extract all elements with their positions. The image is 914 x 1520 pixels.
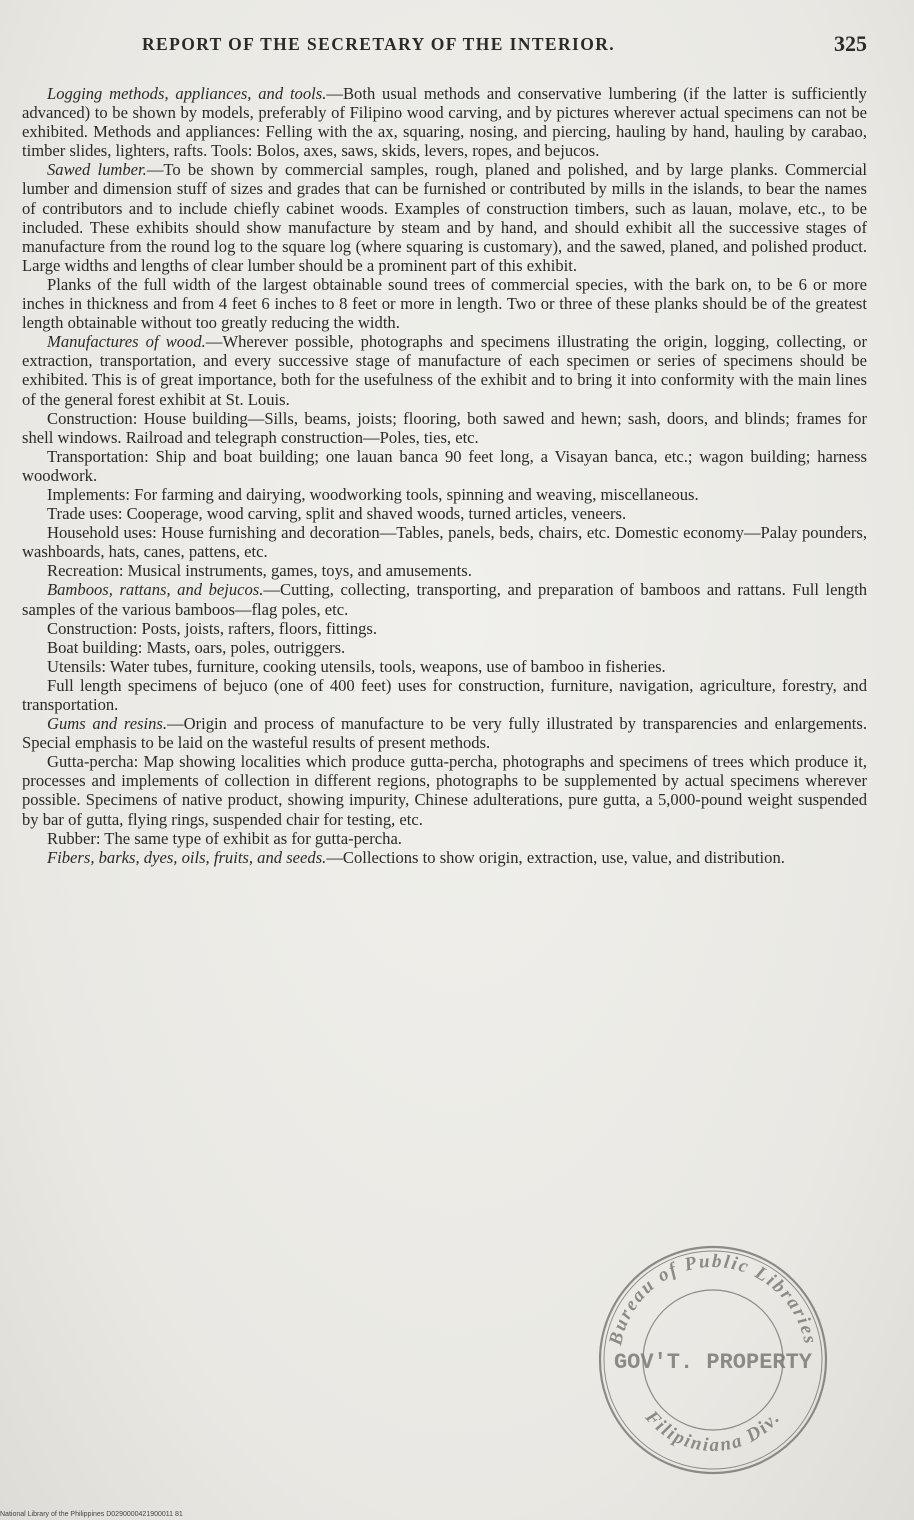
- paragraph-manufactures: [22, 332, 867, 408]
- svg-text:Filipiniana Div.: [640, 1406, 785, 1456]
- paragraph-trade-uses: [22, 504, 867, 523]
- paragraph-text: Construction: House building—Sills, beams, joists; flooring, both sawed and hewn; sash, doors, and blinds; frames for shell windows. Railroad and telegraph construction—Poles, ties, etc.: [22, 408, 867, 447]
- paragraph-planks: [22, 275, 867, 332]
- paragraph-construction: [22, 409, 867, 447]
- paragraph-text: Construction: Posts, joists, rafters, floors, fittings.: [47, 618, 378, 638]
- running-head-title: REPORT OF THE SECRETARY OF THE INTERIOR.: [142, 34, 616, 54]
- paragraph-heading: Bamboos, rattans, and bejucos.: [47, 580, 264, 600]
- paragraph-household-uses: [22, 523, 867, 561]
- paragraph-text: Recreation: Musical instruments, games, toys, and amusements.: [47, 561, 472, 581]
- paragraph-sawed-lumber: [22, 160, 867, 275]
- paragraph-text: Planks of the full width of the largest obtainable sound trees of commercial species, with the bark on, to be 6 or more inches in thickness and from 4 feet 6 inches to 8 feet or more in length. Two or three of these planks should be of the greatest length obtainable without too greatly reducing the width.: [22, 274, 867, 333]
- library-stamp-seal: [588, 1240, 838, 1480]
- scan-credit-footer: National Library of the Philippines D0290000421900011 81: [0, 1511, 183, 1518]
- paragraph-implements: [22, 485, 867, 504]
- stamp-top-arc-text: Bureau of Public Libraries: [605, 1250, 821, 1348]
- paragraph-heading: Gums and resins.: [47, 714, 168, 734]
- paragraph-heading: Fibers, barks, dyes, oils, fruits, and seeds.: [47, 847, 327, 867]
- paragraph-bamboos: [22, 580, 867, 618]
- body-text: [22, 84, 867, 867]
- paragraph-heading: Sawed lumber.: [47, 160, 147, 180]
- paragraph-gutta-percha: [22, 752, 867, 828]
- paragraph-text: —To be shown by commercial samples, rough, planed and polished, and by large planks. Commercial lumber and dimension stuff of sizes and grades that can be furnished or contributed by mills in the islands, to bear the names of contributors and to include chiefly cabinet woods. Examples of construction timbers, such as lauan, molave, etc., to be included. These exhibits should show manufacture by steam and by hand, and should exhibit all the successive stages of manufacture from the round log to the square log (where squaring is customary), and the sawed, planed, and polished product. Large widths and lengths of clear lumber should be a prominent part of this exhibit.: [22, 160, 867, 275]
- paragraph-text: Rubber: The same type of exhibit as for gutta-percha.: [47, 828, 402, 848]
- paragraph-rubber: [22, 829, 867, 848]
- paragraph-text: Household uses: House furnishing and decoration—Tables, panels, beds, chairs, etc. Domestic economy—Palay pounders, washboards, hats, canes, pattens, etc.: [22, 523, 867, 562]
- stamp-center-text: GOV'T. PROPERTY: [613, 1350, 813, 1375]
- paragraph-text: —Wherever possible, photographs and specimens illustrating the origin, logging, collecting, or extraction, transportation, and every successive stage of manufacture of each specimen or series of specimens should be exhibited. This is of great importance, both for the usefulness of the exhibit and to bring it into conformity with the main lines of the general forest exhibit at St. Louis.: [22, 332, 867, 409]
- paragraph-bamboo-construction: [22, 619, 867, 638]
- paragraph-recreation: [22, 561, 867, 580]
- paragraph-boat-building: [22, 638, 867, 657]
- paragraph-bejuco: [22, 676, 867, 714]
- stamp-bottom-arc-text: Filipiniana Div.: [640, 1406, 785, 1457]
- paragraph-heading: Manufactures of wood.: [47, 332, 206, 352]
- paragraph-text: —Both usual methods and conservative lumbering (if the latter is sufficiently advanced) to be shown by models, preferably of Filipino wood carving, and by pictures wherever actual specimens can not be exhibited. Methods and appliances: Felling with the ax, squaring, nosing, and piercing, hauling by hand, hauling by carabao, timber slides, lighters, rafts. Tools: Bolos, axes, saws, skids, levers, ropes, and bejucos.: [22, 84, 867, 161]
- page-header: [22, 31, 867, 58]
- paragraph-logging: [22, 84, 867, 160]
- paragraph-utensils: [22, 657, 867, 676]
- paragraph-text: Implements: For farming and dairying, woodworking tools, spinning and weaving, miscellaneous.: [47, 484, 699, 504]
- paragraph-heading: Logging methods, appliances, and tools.: [47, 84, 327, 103]
- paragraph-text: Utensils: Water tubes, furniture, cooking utensils, tools, weapons, use of bamboo in fisheries.: [47, 656, 666, 676]
- paragraph-text: Full length specimens of bejuco (one of 400 feet) uses for construction, furniture, navigation, agriculture, forestry, and transportation.: [22, 675, 867, 714]
- page-number: 325: [834, 31, 867, 56]
- paragraph-gums-resins: [22, 714, 867, 752]
- paragraph-text: —Origin and process of manufacture to be very fully illustrated by transparencies and enlargements. Special emphasis to be laid on the wasteful results of present methods.: [22, 714, 867, 753]
- paragraph-text: Trade uses: Cooperage, wood carving, split and shaved woods, turned articles, veneers.: [47, 504, 627, 524]
- paragraph-text: —Cutting, collecting, transporting, and preparation of bamboos and rattans. Full length samples of the various bamboos—flag poles, etc.: [22, 580, 868, 619]
- svg-text:Bureau of Public Libraries: [605, 1251, 821, 1348]
- paragraph-text: Boat building: Masts, oars, poles, outriggers.: [47, 637, 346, 657]
- paragraph-text: Gutta-percha: Map showing localities which produce gutta-percha, photographs and specimens of trees which produce it, processes and implements of collection in different regions, photographs to be supplemented by actual specimens wherever possible. Specimens of native product, showing impurity, Chinese adulterations, pure gutta, a 5,000-pound weight suspended by bar of gutta, flying rings, suspended chair for testing, etc.: [22, 752, 867, 829]
- paragraph-transportation: [22, 447, 867, 485]
- paragraph-fibers: [22, 848, 867, 867]
- paragraph-text: —Collections to show origin, extraction, use, value, and distribution.: [326, 847, 785, 867]
- paragraph-text: Transportation: Ship and boat building; one lauan banca 90 feet long, a Visayan banca, etc.; wagon building; harness woodwork.: [22, 446, 867, 485]
